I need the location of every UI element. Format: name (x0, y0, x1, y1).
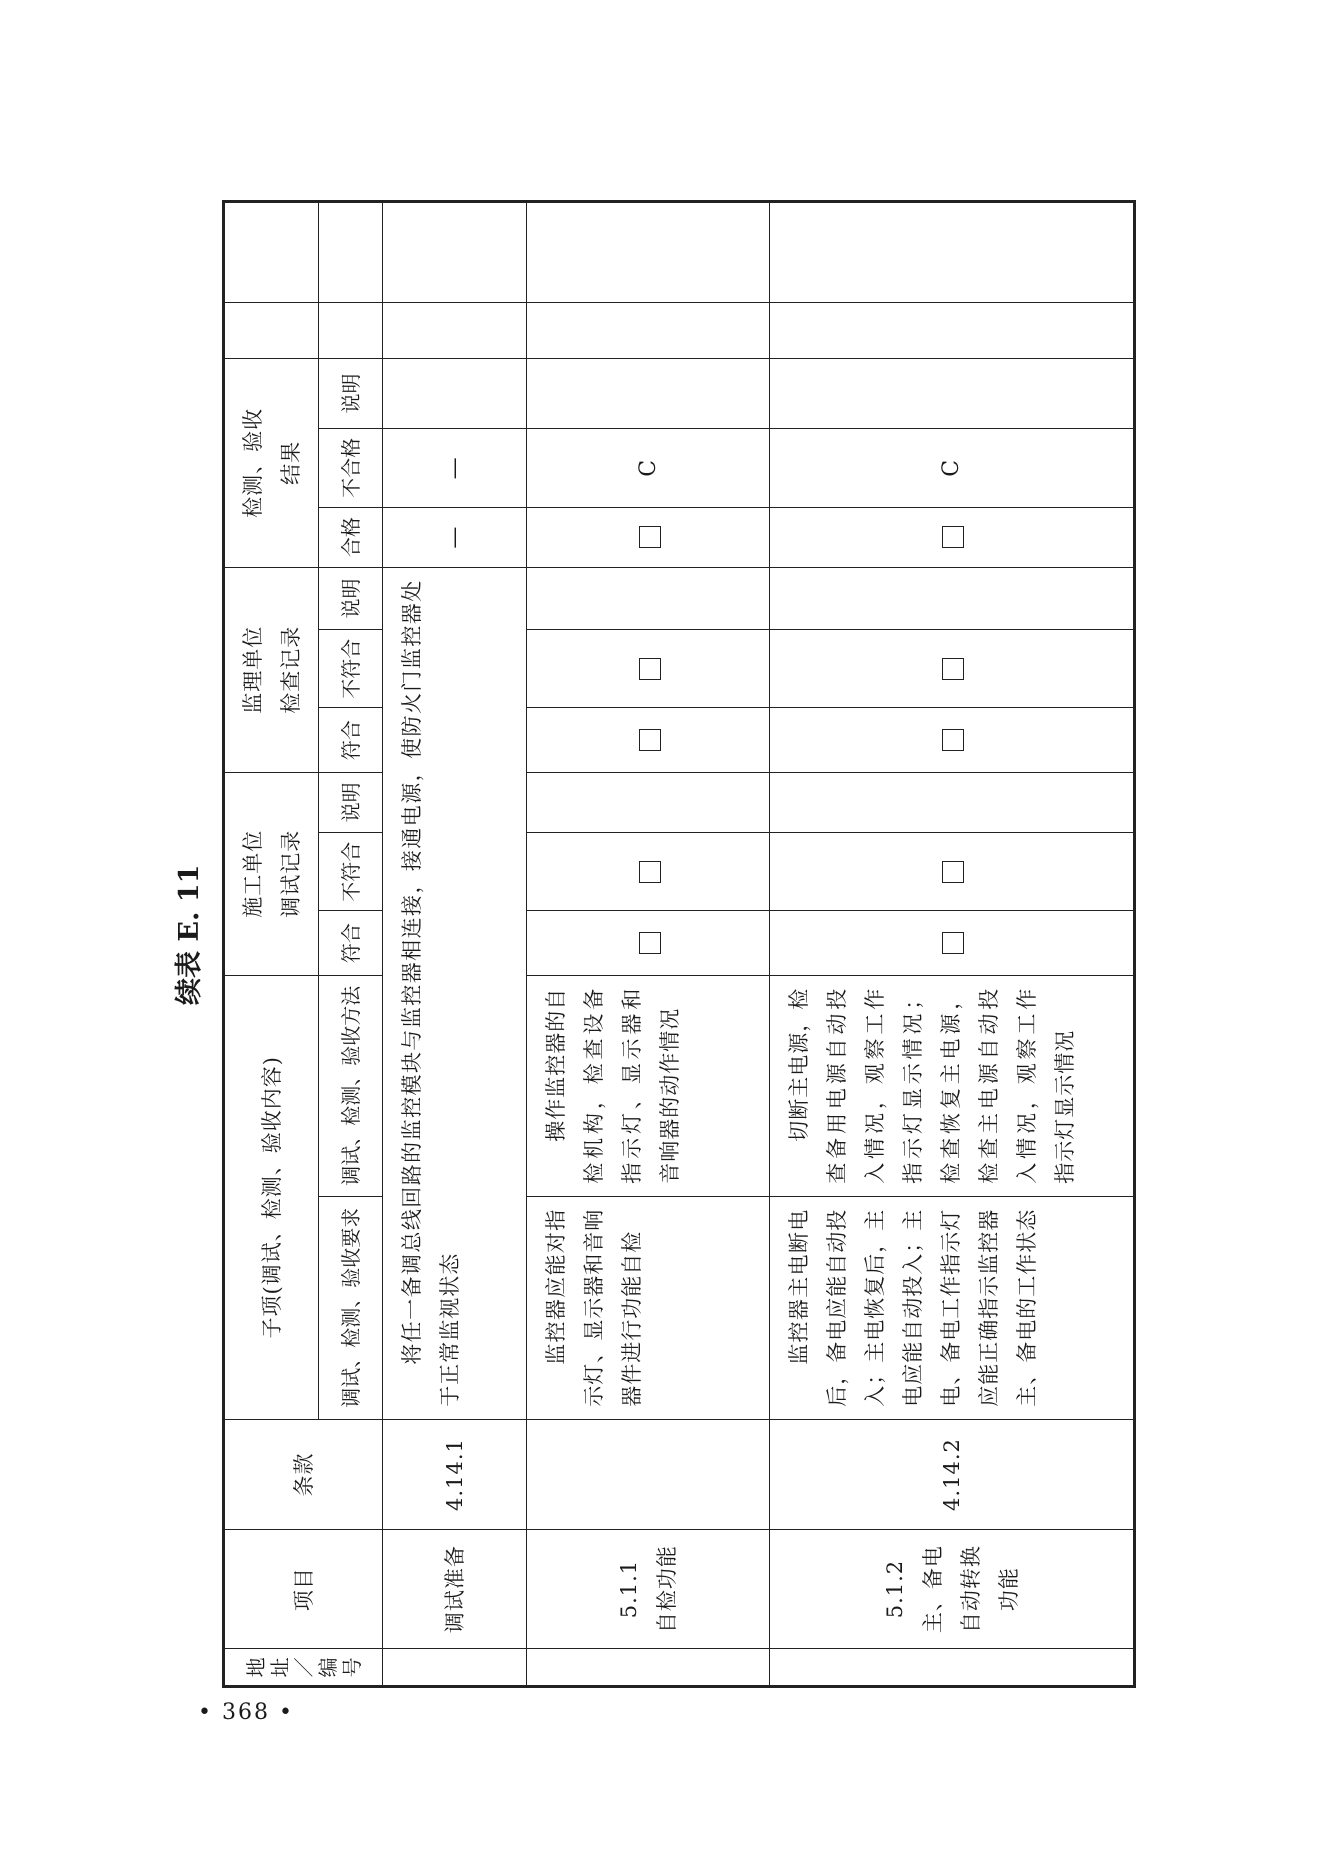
checkbox[interactable] (639, 729, 661, 751)
item-cell (770, 1530, 1135, 1649)
inspection-table (222, 200, 1136, 1688)
header-supervisor: 监理单位 检查记录 (224, 567, 319, 772)
address-cell (383, 1648, 527, 1686)
checkbox[interactable] (942, 861, 964, 883)
table-frame (222, 200, 1136, 1688)
blank (224, 302, 319, 358)
contractor-note (526, 772, 769, 832)
page-number: • 368 • (198, 1700, 294, 1725)
fail-mark: — (442, 456, 468, 480)
table-caption: 续表 E. 11 (174, 864, 205, 1005)
note-cell (770, 358, 1135, 428)
content-cell: 将任一备调总线回路的监控模块与监控器相连接，接通电源，使防火门监控器处于正常监视状态 (383, 567, 527, 1419)
method-cell: 切断主电源，检查备用电源自动投入情况，观察工作指示灯显示情况；检查恢复主电源，检查主电源自动投入情况，观察工作指示灯显示情况 (770, 975, 1135, 1196)
blank (526, 202, 769, 303)
address-cell (526, 1648, 769, 1686)
supervisor-comply[interactable] (526, 708, 769, 772)
fail-cell (383, 429, 527, 507)
fail-mark: C (635, 458, 661, 477)
header-fail: 不合格 (319, 429, 383, 507)
header-noncomply: 不符合 (319, 833, 383, 911)
clause-cell: 4.14.2 (770, 1419, 1135, 1530)
checkbox[interactable] (639, 932, 661, 954)
contractor-note (770, 772, 1135, 832)
checkbox[interactable] (942, 658, 964, 680)
pass-mark: — (442, 525, 468, 549)
item-name: 主、备电自动转换功能 (920, 1545, 1021, 1634)
rotated-table (222, 200, 1136, 1688)
supervisor-noncomply[interactable] (526, 630, 769, 708)
blank (319, 302, 383, 358)
header-comply: 符合 (319, 911, 383, 975)
item-number: 5.1.2 (882, 1559, 907, 1619)
checkbox[interactable] (639, 526, 661, 548)
blank (770, 202, 1135, 303)
header-contractor: 施工单位 调试记录 (224, 772, 319, 975)
contractor-noncomply[interactable] (770, 833, 1135, 911)
header-item: 项目 (224, 1530, 383, 1649)
blank (224, 202, 319, 303)
checkbox[interactable] (639, 861, 661, 883)
header-comply: 符合 (319, 708, 383, 772)
header-address-code: 地址／编号 (224, 1648, 383, 1686)
supervisor-note (526, 567, 769, 629)
note-cell (526, 358, 769, 428)
header-requirement: 调试、检测、验收要求 (319, 1196, 383, 1419)
header-pass: 合格 (319, 507, 383, 567)
blank (383, 302, 527, 358)
note-cell (383, 358, 527, 428)
supervisor-comply[interactable] (770, 708, 1135, 772)
item-cell (526, 1530, 769, 1649)
table-row (770, 202, 1135, 1687)
pass-cell[interactable] (526, 507, 769, 567)
blank (770, 302, 1135, 358)
header-note: 说明 (319, 567, 383, 629)
header-note: 说明 (319, 358, 383, 428)
method-cell: 操作监控器的自检机构，检查设备指示灯、显示器和音响器的动作情况 (526, 975, 769, 1196)
address-cell (770, 1648, 1135, 1686)
header-subitem: 子项(调试、检测、验收内容) (224, 975, 319, 1419)
requirement-cell: 监控器主电断电后，备电应能自动投入；主电恢复后，主电应能自动投入；主电、备电工作指示灯应能正确指示监控器主、备电的工作状态 (770, 1196, 1135, 1419)
supervisor-noncomply[interactable] (770, 630, 1135, 708)
contractor-noncomply[interactable] (526, 833, 769, 911)
contractor-comply[interactable] (770, 911, 1135, 975)
fail-mark: C (939, 458, 965, 477)
header-note: 说明 (319, 772, 383, 832)
table-row (526, 202, 769, 1687)
pass-cell (383, 507, 527, 567)
item-cell: 调试准备 (383, 1530, 527, 1649)
requirement-cell: 监控器应能对指示灯、显示器和音响器件进行功能自检 (526, 1196, 769, 1419)
checkbox[interactable] (639, 658, 661, 680)
checkbox[interactable] (942, 526, 964, 548)
clause-cell (526, 1419, 769, 1530)
blank (383, 202, 527, 303)
table-row (383, 202, 527, 1687)
supervisor-note (770, 567, 1135, 629)
blank (319, 202, 383, 303)
fail-cell (526, 429, 769, 507)
clause-cell: 4.14.1 (383, 1419, 527, 1530)
pass-cell[interactable] (770, 507, 1135, 567)
item-name: 自检功能 (655, 1545, 680, 1634)
header-result: 检测、验收 结果 (224, 358, 319, 567)
header-noncomply: 不符合 (319, 630, 383, 708)
blank (526, 302, 769, 358)
checkbox[interactable] (942, 729, 964, 751)
fail-cell (770, 429, 1135, 507)
header-method: 调试、检测、验收方法 (319, 975, 383, 1196)
header-clause: 条款 (224, 1419, 383, 1530)
checkbox[interactable] (942, 932, 964, 954)
item-number: 5.1.1 (617, 1559, 642, 1619)
contractor-comply[interactable] (526, 911, 769, 975)
